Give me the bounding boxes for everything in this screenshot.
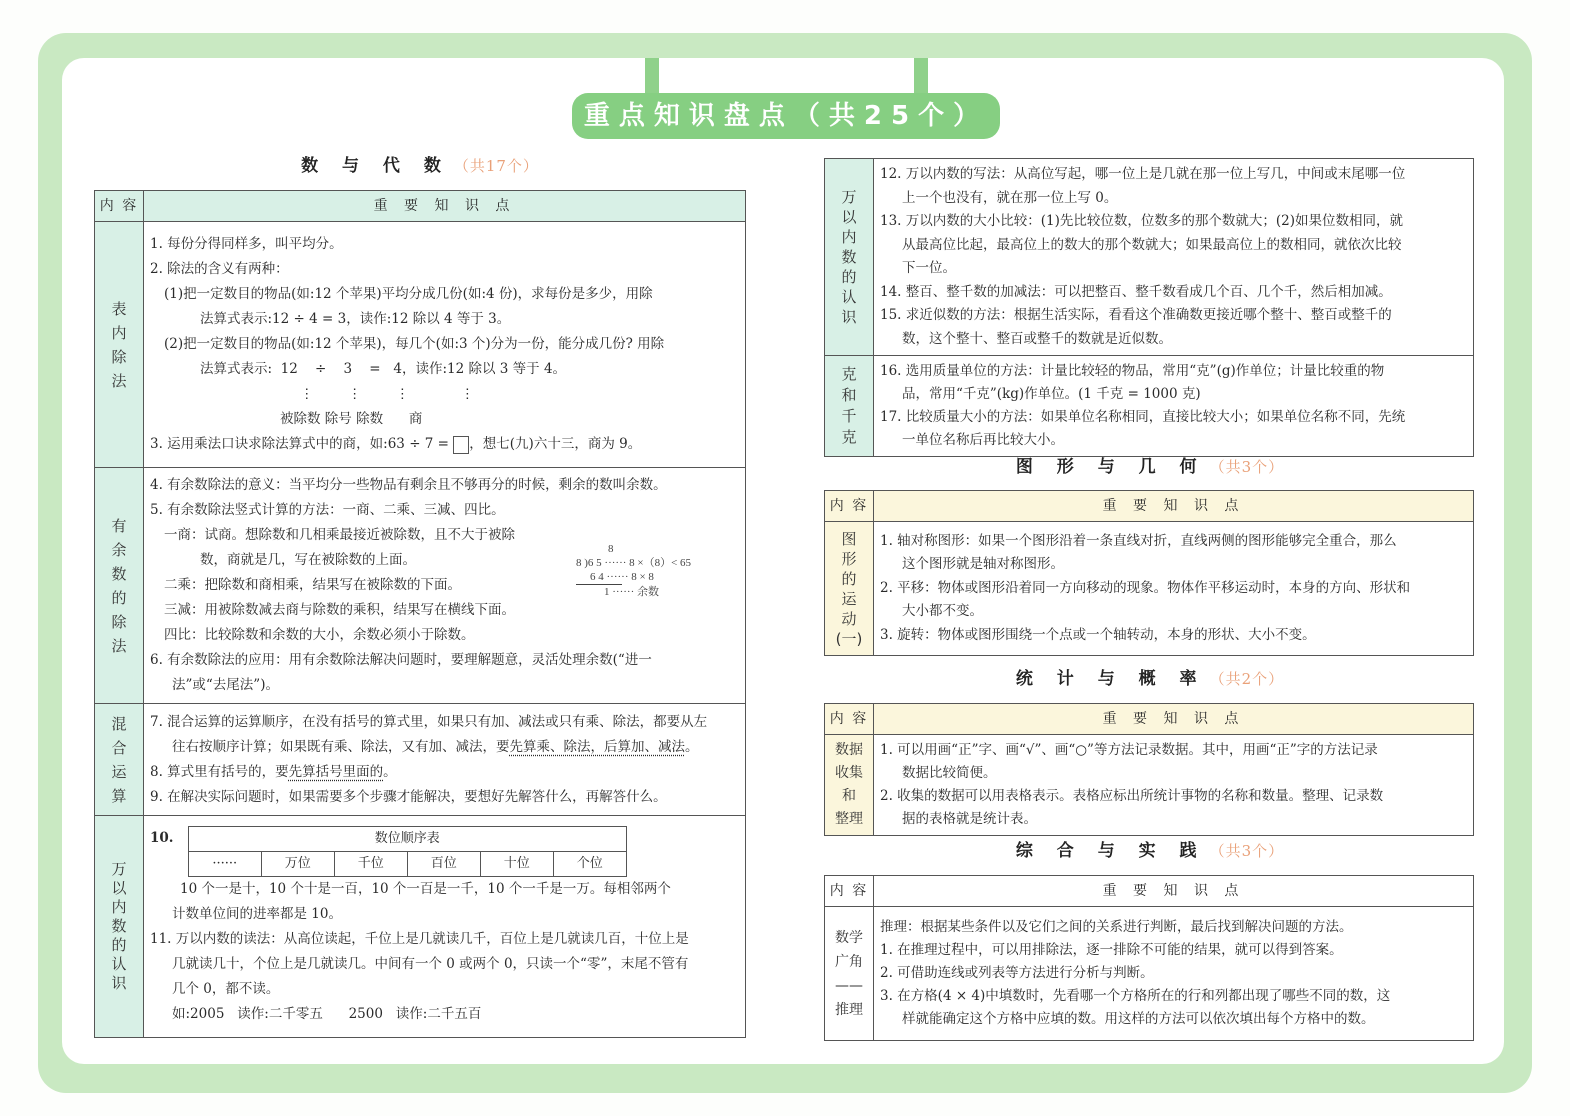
section-title-geometry xyxy=(960,452,1340,477)
knowledge-line: 数，这个整十、整百或整千的数就是近似数。 xyxy=(902,330,1172,347)
header-points: 重 要 知 识 点 xyxy=(144,191,746,222)
table-row xyxy=(95,704,746,816)
table-header-row xyxy=(825,704,1474,735)
header-content: 内 容 xyxy=(95,191,144,222)
division-term-labels: 被除数 除号 除数 商 xyxy=(280,411,423,427)
knowledge-line: 从最高位比起，最高位上的数大的那个数就大；如果最高位上的数相同，就依次比较 xyxy=(902,236,1402,253)
category-char: 数据 xyxy=(835,742,863,758)
line-text: 。 xyxy=(383,763,397,780)
knowledge-line: 法算式表示: 12 ÷ 3 = 4，读作:12 除以 3 等于 4。 xyxy=(200,361,567,377)
category-char: 内 xyxy=(111,323,127,342)
table-row xyxy=(825,356,1474,457)
section-title-text: 综 合 与 实 践 xyxy=(1015,841,1206,861)
knowledge-line: (2)把一定数目的物品(如:12 个苹果)，每几个(如:3 个)分为一份，能分成几份? 用除 xyxy=(164,336,665,352)
knowledge-line: 14. 整百、整千数的加减法：可以把整百、整千数看成几个百、几个千，然后相加减。 xyxy=(880,283,1392,300)
content-cell xyxy=(874,159,1474,356)
knowledge-line: 品，常用“千克”(kg)作单位。(1 千克 = 1000 克) xyxy=(902,386,1201,402)
knowledge-line: 二乘：把除数和商相乘，结果写在被除数的下面。 xyxy=(164,577,461,593)
content-cell xyxy=(874,356,1474,457)
knowledge-line: 数据比较简便。 xyxy=(902,765,997,781)
header-content: 内 容 xyxy=(825,876,874,907)
emphasis-text: 先算乘、除法，后算加、减法 xyxy=(509,738,685,755)
category-char: 法 xyxy=(111,636,127,655)
knowledge-line xyxy=(150,432,737,457)
algebra-continued-table xyxy=(824,158,1474,457)
table-row xyxy=(825,735,1474,836)
knowledge-line: 一商：试商。想除数和几相乘最接近被除数，且不大于被除 xyxy=(164,527,515,543)
dividend-line: 8 )6 5 ······ 8 ×（8）< 65 xyxy=(576,557,692,569)
category-char: 识 xyxy=(841,308,857,326)
category-char: 克 xyxy=(841,365,857,383)
blank-box xyxy=(453,436,469,454)
knowledge-line: 上一个也没有，就在那一位上写 0。 xyxy=(902,189,1118,206)
line-text: 。 xyxy=(685,738,699,755)
knowledge-line: 9. 在解决实际问题时，如果需要多个步骤才能解决，要想好先解答什么，再解答什么。 xyxy=(150,788,667,805)
category-char: 运 xyxy=(841,589,857,608)
table-header-row xyxy=(825,491,1474,522)
category-char: 表 xyxy=(111,299,127,318)
line-text: 8. 算式里有括号的，要 xyxy=(150,763,289,780)
knowledge-line: 17. 比较质量大小的方法：如果单位名称相同，直接比较大小；如果单位名称不同，先统 xyxy=(880,409,1406,425)
knowledge-line: 据的表格就是统计表。 xyxy=(902,811,1037,827)
statistics-table xyxy=(824,703,1474,836)
table-row xyxy=(825,907,1474,1041)
knowledge-line: 一单位名称后再比较大小。 xyxy=(902,432,1064,448)
knowledge-line xyxy=(150,735,737,760)
category-char: 法 xyxy=(111,371,127,390)
table-header-row xyxy=(95,191,746,222)
category-cell xyxy=(825,522,874,656)
knowledge-line: 3. 在方格(4 × 4)中填数时，先看哪一个方格所在的行和列都出现了哪些不同的数，这 xyxy=(880,988,1391,1004)
category-char: (一) xyxy=(835,629,863,648)
table-header-row xyxy=(825,876,1474,907)
knowledge-line: 10 个一是十，10 个十是一百，10 个一百是一千，10 个一千是一万。每相邻两个 xyxy=(180,881,671,897)
category-char: 认 xyxy=(841,288,857,306)
knowledge-line: 样就能确定这个方格中应填的数。用这样的方法可以依次填出每个方格中的数。 xyxy=(902,1011,1375,1027)
section-count: （共17个） xyxy=(453,157,539,175)
knowledge-line: 13. 万以内数的大小比较：(1)先比较位数，位数多的那个数就大；(2)如果位数相同，就 xyxy=(880,213,1404,229)
knowledge-line: 2. 除法的含义有两种： xyxy=(150,261,289,277)
knowledge-line: 下一位。 xyxy=(902,260,956,276)
category-cell xyxy=(825,735,874,836)
header-content: 内 容 xyxy=(825,491,874,522)
place-col: 个位 xyxy=(553,852,626,877)
knowledge-line: 2. 平移：物体或图形沿着同一方向移动的现象。物体作平移运动时，本身的方向、形状和 xyxy=(880,579,1411,596)
knowledge-line: 1. 每份分得同样多，叫平均分。 xyxy=(150,236,343,252)
category-char: 内 xyxy=(111,898,127,916)
place-col: ······ xyxy=(188,852,261,877)
geometry-table xyxy=(824,490,1474,656)
knowledge-line: 2. 收集的数据可以用表格表示。表格应标出所统计事物的名称和数量。整理、记录数 xyxy=(880,788,1384,804)
category-char: —— xyxy=(835,977,863,994)
header-points: 重 要 知 识 点 xyxy=(874,704,1474,735)
knowledge-line: 1. 在推理过程中，可以用排除法，逐一排除不可能的结果，就可以得到答案。 xyxy=(880,942,1343,958)
remainder-line: 1 ······ 余数 xyxy=(604,586,659,598)
emphasis-text: 先算括号里面的 xyxy=(288,763,384,780)
category-char: 余 xyxy=(111,540,127,559)
knowledge-line: 11. 万以内数的读法：从高位读起，千位上是几就读几千，百位上是几就读几百，十位上是 xyxy=(150,931,689,947)
category-char: 克 xyxy=(841,428,857,446)
content-cell xyxy=(144,468,746,704)
knowledge-line: 法算式表示:12 ÷ 4 = 3，读作:12 除以 4 等于 3。 xyxy=(200,311,511,327)
dotted-connectors: ⋮ ⋮ ⋮ ⋮ xyxy=(300,386,475,402)
knowledge-line xyxy=(150,760,737,785)
knowledge-line: 6. 有余数除法的应用：用有余数除法解决问题时，要理解题意，灵活处理余数(“进一 xyxy=(150,652,652,668)
item-number: 10. xyxy=(150,830,174,846)
category-char: 和 xyxy=(842,788,856,804)
table-row xyxy=(95,816,746,1038)
product-line: 6 4 ······ 8 × 8 xyxy=(576,570,622,585)
algebra-table xyxy=(94,190,746,1038)
header-points: 重 要 知 识 点 xyxy=(874,876,1474,907)
category-char: 广角 xyxy=(835,953,863,970)
section-title-text: 图 形 与 几 何 xyxy=(1015,457,1206,477)
knowledge-line: 几个 0，都不读。 xyxy=(172,981,280,997)
knowledge-line: 几就读几十，个位上是几就读几。中间有一个 0 或两个 0，只读一个“零”，末尾不管有 xyxy=(172,956,689,972)
category-char: 动 xyxy=(841,609,857,628)
knowledge-line: 1. 轴对称图形：如果一个图形沿着一条直线对折，直线两侧的图形能够完全重合，那么 xyxy=(880,532,1397,549)
category-char: 运 xyxy=(111,762,127,781)
knowledge-line: 这个图形就是轴对称图形。 xyxy=(902,556,1064,573)
category-char: 收集 xyxy=(835,765,863,781)
place-col: 千位 xyxy=(334,852,407,877)
category-char: 的 xyxy=(111,936,127,954)
category-char: 除 xyxy=(111,612,127,631)
section-count: （共2个） xyxy=(1209,670,1285,688)
category-cell xyxy=(95,468,144,704)
table-row xyxy=(825,159,1474,356)
place-table-title: 数位顺序表 xyxy=(188,827,626,852)
category-char: 的 xyxy=(841,268,857,286)
category-char: 内 xyxy=(841,228,857,246)
content-cell xyxy=(874,522,1474,656)
place-value-block xyxy=(150,826,737,877)
section-title-practice xyxy=(960,836,1340,861)
category-char: 万 xyxy=(111,860,127,878)
category-cell xyxy=(95,816,144,1038)
table-row xyxy=(95,222,746,468)
header-points: 重 要 知 识 点 xyxy=(874,491,1474,522)
category-char: 和 xyxy=(841,386,857,404)
knowledge-line: 16. 选用质量单位的方法：计量比较轻的物品，常用“克”(g)作单位；计量比较重的物 xyxy=(880,363,1385,379)
knowledge-line: 5. 有余数除法竖式计算的方法：一商、二乘、三减、四比。 xyxy=(150,502,505,518)
category-char: 除 xyxy=(111,347,127,366)
knowledge-line: (1)把一定数目的物品(如:12 个苹果)平均分成几份(如:4 份)，求每份是多少，用除 xyxy=(164,286,653,302)
category-char: 形 xyxy=(841,549,857,568)
category-char: 的 xyxy=(841,569,857,588)
category-cell xyxy=(825,907,874,1041)
knowledge-line: 7. 混合运算的运算顺序，在没有括号的算式里，如果只有加、减法或只有乘、除法，都要从左 xyxy=(150,713,708,730)
content-cell xyxy=(144,704,746,816)
place-col: 十位 xyxy=(480,852,553,877)
knowledge-line: 三减：用被除数减去商与除数的乘积，结果写在横线下面。 xyxy=(164,602,515,618)
content-cell xyxy=(144,816,746,1038)
line-text: 3. 运用乘法口诀求除法算式中的商，如:63 ÷ 7 = xyxy=(150,436,454,452)
knowledge-line: 2. 可借助连线或列表等方法进行分析与判断。 xyxy=(880,965,1154,981)
category-char: 数 xyxy=(111,564,127,583)
long-division-diagram xyxy=(576,542,691,599)
category-char: 数 xyxy=(841,248,857,266)
knowledge-line: 1. 可以用画“正”字、画“√”、画“○”等方法记录数据。其中，用画“正”字的方法记录 xyxy=(880,742,1378,758)
category-char: 整理 xyxy=(835,811,863,827)
section-title-algebra xyxy=(250,151,590,176)
table-row xyxy=(95,468,746,704)
content-cell xyxy=(874,735,1474,836)
category-char: 数学 xyxy=(835,929,863,946)
category-char: 识 xyxy=(111,974,127,992)
category-char: 万 xyxy=(841,188,857,206)
knowledge-line: 12. 万以内数的写法：从高位写起，哪一位上是几就在那一位上写几，中间或末尾哪一位 xyxy=(880,166,1406,182)
content-cell xyxy=(144,222,746,468)
table-row xyxy=(825,522,1474,656)
category-cell xyxy=(825,159,874,356)
quotient: 8 xyxy=(608,543,614,555)
category-cell xyxy=(95,704,144,816)
category-cell xyxy=(825,356,874,457)
knowledge-line: 数，商就是几，写在被除数的上面。 xyxy=(200,552,416,568)
category-char: 算 xyxy=(111,786,127,805)
section-title-text: 数 与 代 数 xyxy=(301,156,450,176)
category-char: 认 xyxy=(111,955,127,973)
knowledge-line: 3. 旋转：物体或图形围绕一个点或一个轴转动，本身的形状、大小不变。 xyxy=(880,626,1316,643)
page-banner-title: 重点知识盘点（共25个） xyxy=(572,93,1000,139)
section-count: （共3个） xyxy=(1209,842,1285,860)
place-col: 百位 xyxy=(407,852,480,877)
knowledge-line: 四比：比较除数和余数的大小，余数必须小于除数。 xyxy=(164,627,475,643)
practice-table xyxy=(824,875,1474,1041)
content-cell xyxy=(874,907,1474,1041)
knowledge-line: 法”或“去尾法”)。 xyxy=(172,677,279,693)
category-char: 以 xyxy=(841,208,857,226)
section-count: （共3个） xyxy=(1209,458,1285,476)
place-col: 万位 xyxy=(261,852,334,877)
category-char: 以 xyxy=(111,879,127,897)
knowledge-line: 大小都不变。 xyxy=(902,603,983,620)
line-text: 往右按顺序计算；如果既有乘、除法，又有加、减法，要 xyxy=(172,738,510,755)
category-char: 有 xyxy=(111,516,127,535)
category-char: 千 xyxy=(841,407,857,425)
category-cell xyxy=(95,222,144,468)
category-char: 数 xyxy=(111,917,127,935)
knowledge-line: 如:2005 读作:二千零五 2500 读作:二千五百 xyxy=(172,1006,482,1022)
knowledge-line: 15. 求近似数的方法：根据生活实际，看看这个准确数更接近哪个整十、整百或整千的 xyxy=(880,307,1392,323)
knowledge-line: 计数单位间的进率都是 10。 xyxy=(172,906,342,922)
category-char: 混 xyxy=(111,714,127,733)
knowledge-line: 4. 有余数除法的意义：当平均分一些物品有剩余且不够再分的时候，剩余的数叫余数。 xyxy=(150,477,667,493)
section-title-statistics xyxy=(960,664,1340,689)
category-char: 图 xyxy=(841,529,857,548)
line-text: ，想七(九)六十三，商为 9。 xyxy=(469,436,642,452)
header-content: 内 容 xyxy=(825,704,874,735)
place-value-table xyxy=(188,826,627,877)
category-char: 的 xyxy=(111,588,127,607)
knowledge-line: 推理：根据某些条件以及它们之间的关系进行判断，最后找到解决问题的方法。 xyxy=(880,919,1353,935)
category-char: 推理 xyxy=(835,1001,863,1018)
section-title-text: 统 计 与 概 率 xyxy=(1015,669,1206,689)
category-char: 合 xyxy=(111,738,127,757)
